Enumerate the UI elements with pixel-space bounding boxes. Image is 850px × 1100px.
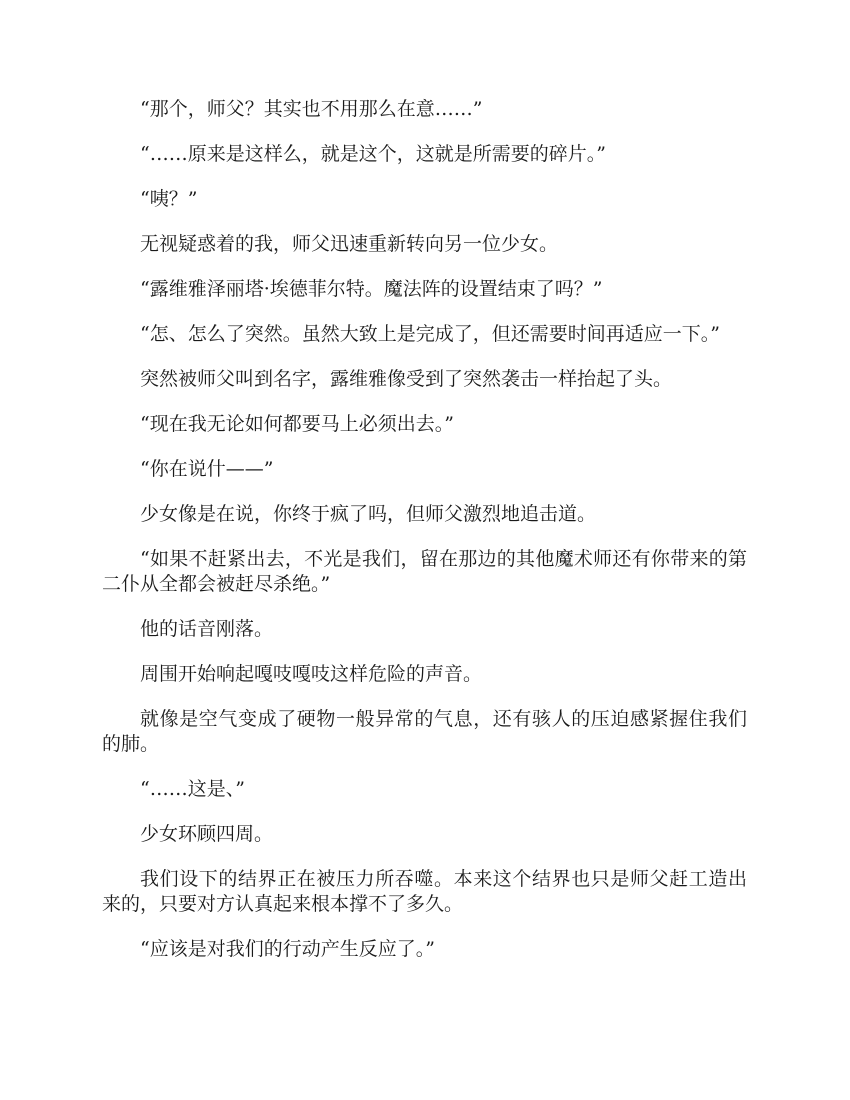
paragraph: “……这是、” <box>140 778 245 800</box>
paragraph: 周围开始响起嘎吱嘎吱这样危险的声音。 <box>140 663 483 685</box>
paragraph: “咦？” <box>140 188 198 210</box>
paragraph: “现在我无论如何都要马上必须出去。” <box>140 413 454 435</box>
paragraph: 少女环顾四周。 <box>140 823 274 845</box>
paragraph: 无视疑惑着的我，师父迅速重新转向另一位少女。 <box>140 233 559 255</box>
paragraph: “应该是对我们的行动产生反应了。” <box>140 938 435 960</box>
paragraph: “……原来是这样么，就是这个，这就是所需要的碎片。” <box>140 143 606 165</box>
paragraph: “怎、怎么了突然。虽然大致上是完成了，但还需要时间再适应一下。” <box>140 323 720 345</box>
paragraph: 少女像是在说，你终于疯了吗，但师父激烈地追击道。 <box>140 503 597 525</box>
paragraph: 就像是空气变成了硬物一般异常的气息，还有骇人的压迫感紧握住我们的肺。 <box>102 708 747 755</box>
paragraph: “露维雅泽丽塔·埃德菲尔特。魔法阵的设置结束了吗？” <box>140 278 603 300</box>
paragraph: 他的话音刚落。 <box>140 618 274 640</box>
paragraph: 突然被师父叫到名字，露维雅像受到了突然袭击一样抬起了头。 <box>140 368 673 390</box>
body-text <box>102 97 747 982</box>
paragraph: “你在说什——” <box>140 458 274 480</box>
paragraph: “那个，师父？其实也不用那么在意……” <box>140 98 483 120</box>
paragraph: “如果不赶紧出去，不光是我们，留在那边的其他魔术师还有你带来的第二仆从全都会被赶尽杀绝。” <box>102 548 747 595</box>
paragraph: 我们设下的结界正在被压力所吞噬。本来这个结界也只是师父赶工造出来的，只要对方认真起来根本撑不了多久。 <box>102 868 747 915</box>
